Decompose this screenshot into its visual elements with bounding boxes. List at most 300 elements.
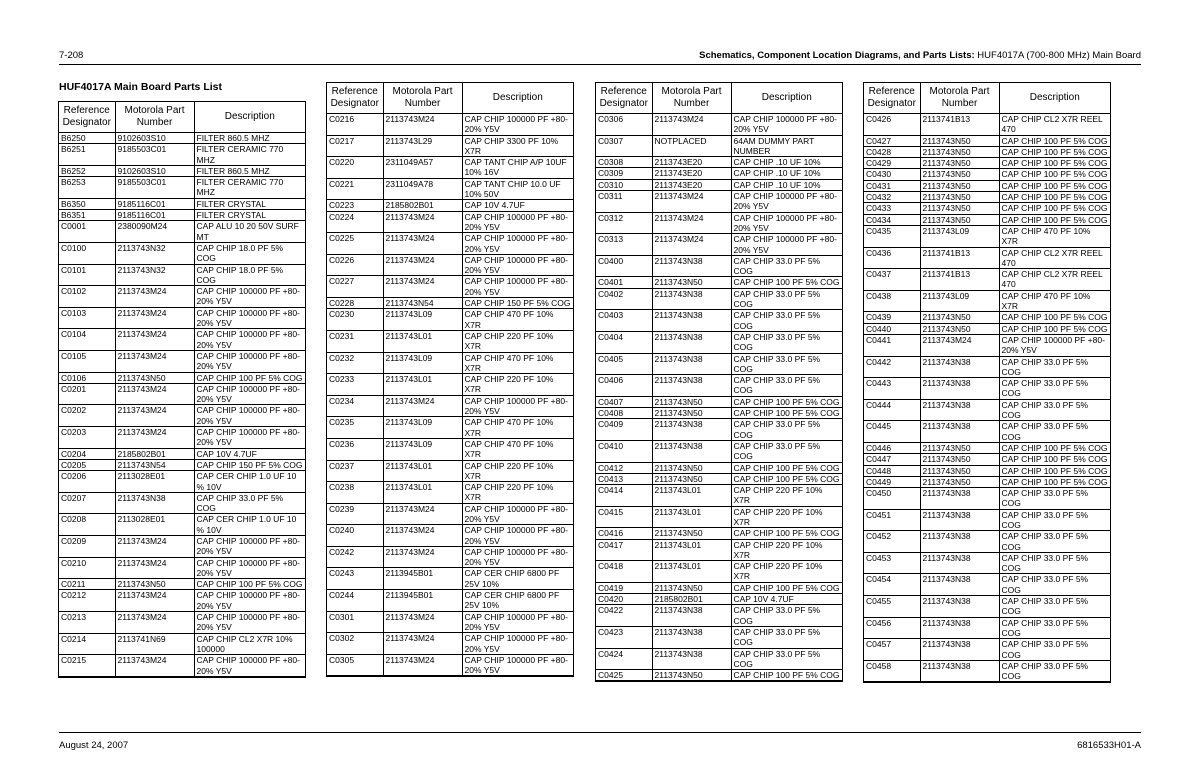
description-cell: CAP CHIP 100 PF 5% COG (999, 454, 1110, 465)
part-number-cell: 2113743M24 (115, 557, 194, 579)
table-row (596, 462, 842, 473)
description-cell: CAP CHIP 100000 PF +80-20% Y5V (462, 525, 573, 547)
reference-designator-cell: C0001 (59, 221, 115, 243)
description-cell: CAP CHIP 100000 PF +80-20% Y5V (194, 655, 305, 677)
part-number-cell: 2113743N50 (920, 158, 999, 169)
table-row (864, 180, 1110, 191)
reference-designator-cell: C0445 (864, 421, 920, 443)
description-cell: CAP CHIP 33.0 PF 5% COG (999, 378, 1110, 400)
description-cell: CAP CHIP 220 PF 10% X7R (462, 374, 573, 396)
parts-table-1 (59, 102, 305, 677)
table-row (327, 309, 573, 331)
col-header-description: Description (462, 83, 573, 114)
part-number-cell: 2113743N50 (652, 462, 731, 473)
reference-designator-cell: C0457 (864, 639, 920, 661)
table-row (327, 298, 573, 309)
table-row (864, 334, 1110, 356)
description-cell: CAP CHIP 100 PF 5% COG (731, 277, 842, 288)
reference-designator-cell: C0433 (864, 203, 920, 214)
reference-designator-cell: C0244 (327, 590, 383, 612)
reference-designator-cell: C0243 (327, 568, 383, 590)
part-number-cell: 2113743L29 (383, 135, 462, 157)
reference-designator-cell: C0308 (596, 157, 652, 168)
description-cell: CAP CHIP 33.0 PF 5% COG (731, 331, 842, 353)
description-cell: CAP ALU 10 20 50V SURF MT (194, 221, 305, 243)
reference-designator-cell: C0413 (596, 473, 652, 484)
description-cell: CAP CHIP 33.0 PF 5% COG (999, 509, 1110, 531)
part-number-cell: 2113743M24 (115, 286, 194, 308)
table-row (327, 352, 573, 374)
description-cell: CAP CHIP 100000 PF +80-20% Y5V (462, 633, 573, 655)
reference-designator-cell: C0455 (864, 596, 920, 618)
table-row (864, 135, 1110, 146)
description-cell: CAP CHIP 33.0 PF 5% COG (999, 574, 1110, 596)
part-number-cell: 2113743E20 (652, 179, 731, 190)
part-number-cell: 2113741N69 (115, 633, 194, 655)
table-row (864, 531, 1110, 553)
running-header-rest: HUF4017A (700-800 MHz) Main Board (974, 50, 1141, 61)
description-cell: CAP CHIP 470 PF 10% X7R (462, 309, 573, 331)
table-row (327, 254, 573, 276)
part-number-cell: 2113743M24 (383, 503, 462, 525)
table-row (327, 611, 573, 633)
reference-designator-cell: C0231 (327, 330, 383, 352)
part-number-cell: 2113743N38 (652, 288, 731, 310)
description-cell: CAP CER CHIP 1.0 UF 10 % 10V (194, 471, 305, 493)
reference-designator-cell: C0232 (327, 352, 383, 374)
reference-designator-cell: C0412 (596, 462, 652, 473)
part-number-cell: 2113743N50 (920, 169, 999, 180)
description-cell: CAP CHIP 100 PF 5% COG (999, 158, 1110, 169)
table-row (596, 331, 842, 353)
description-cell: CAP CHIP 100 PF 5% COG (999, 146, 1110, 157)
part-number-cell: 2113743L01 (652, 539, 731, 561)
reference-designator-cell: C0209 (59, 535, 115, 557)
reference-designator-cell: B6253 (59, 177, 115, 199)
table-row (59, 221, 305, 243)
table-row (864, 465, 1110, 476)
reference-designator-cell: C0419 (596, 582, 652, 593)
part-number-cell: 2113743M24 (383, 654, 462, 676)
reference-designator-cell: C0453 (864, 552, 920, 574)
description-cell: CAP CHIP 100 PF 5% COG (999, 203, 1110, 214)
reference-designator-cell: C0414 (596, 485, 652, 507)
description-cell: CAP CHIP 100 PF 5% COG (999, 442, 1110, 453)
table-row (59, 612, 305, 634)
reference-designator-cell: C0240 (327, 525, 383, 547)
description-cell: CAP CHIP 33.0 PF 5% COG (999, 639, 1110, 661)
table-row (864, 476, 1110, 487)
reference-designator-cell: C0410 (596, 440, 652, 462)
reference-designator-cell: C0301 (327, 611, 383, 633)
table-row (59, 557, 305, 579)
description-cell: CAP 10V 4.7UF (194, 448, 305, 459)
table-row (596, 396, 842, 407)
part-number-cell: 2185802B01 (383, 200, 462, 211)
table-row (327, 460, 573, 482)
table-row (864, 488, 1110, 510)
table-row (596, 277, 842, 288)
description-cell: CAP CHIP 100000 PF +80-20% Y5V (462, 611, 573, 633)
reference-designator-cell: C0423 (596, 626, 652, 648)
part-number-cell: 2113743N38 (652, 331, 731, 353)
part-number-cell: 2113743M24 (383, 525, 462, 547)
table-row (596, 473, 842, 484)
part-number-cell: 2113743N50 (920, 214, 999, 225)
table-row (327, 330, 573, 352)
description-cell: CAP CHIP 150 PF 5% COG (462, 298, 573, 309)
part-number-cell: 2113743N38 (920, 617, 999, 639)
description-cell: CAP CHIP 33.0 PF 5% COG (731, 648, 842, 670)
reference-designator-cell: C0432 (864, 192, 920, 203)
reference-designator-cell: C0434 (864, 214, 920, 225)
reference-designator-cell: C0235 (327, 417, 383, 439)
part-number-cell: 2113743N38 (920, 660, 999, 682)
description-cell: CAP CHIP CL2 X7R 10% 100000 (194, 633, 305, 655)
part-number-cell: 2113743M24 (383, 233, 462, 255)
description-cell: FILTER CRYSTAL (194, 198, 305, 209)
description-cell: CAP CHIP 100 PF 5% COG (999, 214, 1110, 225)
table-row (327, 157, 573, 179)
table-row (596, 528, 842, 539)
reference-designator-cell: B6252 (59, 165, 115, 176)
part-number-cell: 2113743N50 (652, 473, 731, 484)
description-cell: CAP CHIP 100000 PF +80-20% Y5V (194, 612, 305, 634)
reference-designator-cell: C0431 (864, 180, 920, 191)
reference-designator-cell: C0435 (864, 225, 920, 247)
part-number-cell: 2113743M24 (115, 590, 194, 612)
part-number-cell: 2113743N50 (652, 528, 731, 539)
reference-designator-cell: C0217 (327, 135, 383, 157)
table-row (864, 169, 1110, 180)
description-cell: CAP CHIP 100000 PF +80-20% Y5V (462, 233, 573, 255)
table-row (864, 214, 1110, 225)
reference-designator-cell: C0427 (864, 135, 920, 146)
description-cell: CAP CHIP CL2 X7R REEL 470 (999, 247, 1110, 269)
description-cell: CAP CHIP 3300 PF 10% X7R (462, 135, 573, 157)
description-cell: CAP CHIP 100000 PF +80-20% Y5V (462, 654, 573, 676)
reference-designator-cell: C0212 (59, 590, 115, 612)
table-row (596, 135, 842, 157)
table-row (59, 492, 305, 514)
part-number-cell: 2113741B13 (920, 247, 999, 269)
part-number-cell: 2113743M24 (115, 329, 194, 351)
description-cell: CAP CER CHIP 6800 PF 25V 10% (462, 568, 573, 590)
part-number-cell: 2113743N38 (115, 492, 194, 514)
description-cell: CAP CHIP 220 PF 10% X7R (462, 330, 573, 352)
description-cell: CAP CHIP 220 PF 10% X7R (462, 460, 573, 482)
table-row (59, 372, 305, 383)
table-row (596, 375, 842, 397)
description-cell: CAP CHIP CL2 X7R REEL 470 (999, 269, 1110, 291)
part-number-cell: 2113743M24 (383, 276, 462, 298)
reference-designator-cell: C0310 (596, 179, 652, 190)
part-number-cell: 2113743N50 (920, 465, 999, 476)
description-cell: CAP CHIP 100 PF 5% COG (999, 135, 1110, 146)
table-row (864, 247, 1110, 269)
part-number-cell: 2113743N38 (652, 605, 731, 627)
reference-designator-cell: C0450 (864, 488, 920, 510)
reference-designator-cell: C0406 (596, 375, 652, 397)
reference-designator-cell: C0204 (59, 448, 115, 459)
table-row (59, 383, 305, 405)
part-number-cell: 2113743N38 (920, 356, 999, 378)
reference-designator-cell: C0442 (864, 356, 920, 378)
reference-designator-cell: C0456 (864, 617, 920, 639)
reference-designator-cell: C0407 (596, 396, 652, 407)
reference-designator-cell: C0233 (327, 374, 383, 396)
part-number-cell: 2113743L01 (652, 506, 731, 528)
part-number-cell: 2113743L09 (383, 309, 462, 331)
description-cell: CAP CHIP 100000 PF +80-20% Y5V (194, 350, 305, 372)
description-cell: 64AM DUMMY PART NUMBER (731, 135, 842, 157)
description-cell: CAP CHIP 220 PF 10% X7R (731, 561, 842, 583)
footer-date: August 24, 2007 (59, 740, 129, 751)
part-number-cell: 2113743N38 (920, 399, 999, 421)
table-row (596, 594, 842, 605)
reference-designator-cell: C0236 (327, 438, 383, 460)
part-number-cell: 2113945B01 (383, 590, 462, 612)
part-number-cell: 2113743M24 (115, 535, 194, 557)
description-cell: CAP CHIP 18.0 PF 5% COG (194, 264, 305, 286)
reference-designator-cell: B6250 (59, 133, 115, 144)
description-cell: CAP CHIP 470 PF 10% X7R (462, 352, 573, 374)
reference-designator-cell: C0223 (327, 200, 383, 211)
col-header-description: Description (731, 83, 842, 114)
col-header-reference-designator: Reference Designator (327, 83, 383, 114)
table-row (596, 506, 842, 528)
part-number-cell: 2113743N50 (115, 579, 194, 590)
reference-designator-cell: C0208 (59, 514, 115, 536)
table-row (596, 234, 842, 256)
part-number-cell: 2113743N54 (115, 459, 194, 470)
table-row (327, 211, 573, 233)
description-cell: CAP CHIP 100000 PF +80-20% Y5V (731, 234, 842, 256)
table-row (864, 617, 1110, 639)
description-cell: CAP CHIP 33.0 PF 5% COG (999, 617, 1110, 639)
footer-doc-number: 6816533H01-A (1077, 740, 1141, 751)
part-number-cell: 2113743M24 (652, 114, 731, 136)
part-number-cell: 2113743M24 (383, 254, 462, 276)
part-number-cell: 2113743N38 (652, 419, 731, 441)
reference-designator-cell: C0203 (59, 427, 115, 449)
part-number-cell: 2113743L01 (383, 482, 462, 504)
reference-designator-cell: C0415 (596, 506, 652, 528)
description-cell: FILTER CRYSTAL (194, 210, 305, 221)
table-row (864, 312, 1110, 323)
table-row (864, 421, 1110, 443)
part-number-cell: 2113743N38 (652, 648, 731, 670)
part-number-cell: 2113743N50 (920, 146, 999, 157)
description-cell: CAP CHIP 33.0 PF 5% COG (999, 531, 1110, 553)
description-cell: CAP CHIP CL2 X7R REEL 470 (999, 114, 1110, 136)
description-cell: CAP CHIP 100 PF 5% COG (731, 528, 842, 539)
description-cell: CAP CHIP 100 PF 5% COG (999, 192, 1110, 203)
description-cell: CAP CHIP 33.0 PF 5% COG (731, 375, 842, 397)
part-number-cell: 9185503C01 (115, 144, 194, 166)
table-row (327, 200, 573, 211)
part-number-cell: 2113743M24 (383, 633, 462, 655)
description-cell: CAP 10V 4.7UF (462, 200, 573, 211)
description-cell: CAP CHIP .10 UF 10% (731, 157, 842, 168)
description-cell: CAP CHIP 220 PF 10% X7R (462, 482, 573, 504)
part-number-cell: 2113743N50 (652, 277, 731, 288)
description-cell: CAP CHIP 100000 PF +80-20% Y5V (194, 427, 305, 449)
part-number-cell: 2113743N50 (920, 454, 999, 465)
reference-designator-cell: C0424 (596, 648, 652, 670)
reference-designator-cell: C0436 (864, 247, 920, 269)
description-cell: CAP CER CHIP 6800 PF 25V 10% (462, 590, 573, 612)
description-cell: CAP CHIP .10 UF 10% (731, 168, 842, 179)
reference-designator-cell: C0441 (864, 334, 920, 356)
reference-designator-cell: C0312 (596, 212, 652, 234)
reference-designator-cell: C0227 (327, 276, 383, 298)
description-cell: CAP CHIP 100 PF 5% COG (194, 579, 305, 590)
description-cell: CAP CHIP 33.0 PF 5% COG (731, 419, 842, 441)
table-row (327, 135, 573, 157)
table-row (596, 582, 842, 593)
table-row (864, 203, 1110, 214)
table-row (864, 158, 1110, 169)
reference-designator-cell: C0101 (59, 264, 115, 286)
table-row (327, 114, 573, 136)
table-row (864, 442, 1110, 453)
part-number-cell: 2113741B13 (920, 114, 999, 136)
description-cell: CAP CHIP 100 PF 5% COG (731, 582, 842, 593)
table-row (59, 590, 305, 612)
part-number-cell: 2113743N38 (920, 421, 999, 443)
part-number-cell: 2113743M24 (383, 395, 462, 417)
part-number-cell: 2113743N38 (920, 509, 999, 531)
part-number-cell: 2113743M24 (383, 114, 462, 136)
table-row (59, 514, 305, 536)
description-cell: CAP CHIP 100000 PF +80-20% Y5V (194, 405, 305, 427)
part-number-cell: 2113743L01 (383, 374, 462, 396)
reference-designator-cell: C0313 (596, 234, 652, 256)
reference-designator-cell: C0205 (59, 459, 115, 470)
table-row (596, 168, 842, 179)
description-cell: CAP CHIP .10 UF 10% (731, 179, 842, 190)
description-cell: CAP CHIP 33.0 PF 5% COG (999, 596, 1110, 618)
reference-designator-cell: C0234 (327, 395, 383, 417)
table-row (327, 654, 573, 676)
part-number-cell: 2113743L09 (920, 225, 999, 247)
table-row (327, 525, 573, 547)
description-cell: CAP CHIP 100 PF 5% COG (999, 476, 1110, 487)
reference-designator-cell: C0225 (327, 233, 383, 255)
part-number-cell: 2113743M24 (383, 546, 462, 568)
table-row (59, 307, 305, 329)
header-rule (59, 64, 1141, 65)
part-number-cell: 2113743M24 (115, 350, 194, 372)
reference-designator-cell: C0400 (596, 255, 652, 277)
table-row (327, 374, 573, 396)
description-cell: CAP CHIP 100 PF 5% COG (731, 462, 842, 473)
part-number-cell: 2113743N38 (652, 310, 731, 332)
reference-designator-cell: C0451 (864, 509, 920, 531)
page-number: 7-208 (59, 50, 84, 61)
table-row (596, 605, 842, 627)
parts-table-4 (864, 83, 1110, 682)
description-cell: CAP CHIP 33.0 PF 5% COG (999, 660, 1110, 682)
reference-designator-cell: C0206 (59, 471, 115, 493)
reference-designator-cell: C0239 (327, 503, 383, 525)
reference-designator-cell: C0422 (596, 605, 652, 627)
table-row (864, 269, 1110, 291)
description-cell: CAP CHIP 100000 PF +80-20% Y5V (462, 114, 573, 136)
description-cell: CAP CHIP 33.0 PF 5% COG (194, 492, 305, 514)
table-row (596, 310, 842, 332)
description-cell: CAP CHIP 100000 PF +80-20% Y5V (462, 546, 573, 568)
reference-designator-cell: C0416 (596, 528, 652, 539)
part-number-cell: 2113743N38 (652, 255, 731, 277)
table-row (596, 626, 842, 648)
part-number-cell: 2113743N38 (920, 596, 999, 618)
part-number-cell: 2113743M24 (115, 383, 194, 405)
part-number-cell: 2113743N50 (652, 670, 731, 681)
part-number-cell: 2113743N38 (920, 531, 999, 553)
reference-designator-cell: C0408 (596, 408, 652, 419)
part-number-cell: 2113743L01 (652, 485, 731, 507)
reference-designator-cell: C0309 (596, 168, 652, 179)
reference-designator-cell: C0437 (864, 269, 920, 291)
description-cell: CAP CHIP 100000 PF +80-20% Y5V (462, 503, 573, 525)
table-row (596, 255, 842, 277)
table-row (59, 350, 305, 372)
part-number-cell: 9185116C01 (115, 198, 194, 209)
reference-designator-cell: C0302 (327, 633, 383, 655)
reference-designator-cell: C0306 (596, 114, 652, 136)
description-cell: CAP CHIP 100000 PF +80-20% Y5V (462, 276, 573, 298)
running-header-bold: Schematics, Component Location Diagrams, and Parts Lists: (699, 50, 975, 61)
reference-designator-cell: C0438 (864, 290, 920, 312)
part-number-cell: 2113743M24 (652, 234, 731, 256)
table-row (864, 114, 1110, 136)
part-number-cell: 2311049A78 (383, 178, 462, 200)
part-number-cell: 2113743N50 (920, 203, 999, 214)
part-number-cell: 2113743N50 (652, 582, 731, 593)
reference-designator-cell: C0213 (59, 612, 115, 634)
description-cell: CAP CHIP 100000 PF +80-20% Y5V (731, 191, 842, 213)
part-number-cell: 2185802B01 (115, 448, 194, 459)
part-number-cell: 2113743N50 (920, 323, 999, 334)
description-cell: CAP CHIP 33.0 PF 5% COG (731, 255, 842, 277)
description-cell: CAP CHIP 100000 PF +80-20% Y5V (194, 590, 305, 612)
description-cell: CAP CHIP 100000 PF +80-20% Y5V (731, 212, 842, 234)
reference-designator-cell: C0429 (864, 158, 920, 169)
reference-designator-cell: C0230 (327, 309, 383, 331)
description-cell: CAP CHIP 470 PF 10% X7R (999, 225, 1110, 247)
part-number-cell: 2113743L09 (383, 352, 462, 374)
table-row (59, 448, 305, 459)
reference-designator-cell: C0428 (864, 146, 920, 157)
part-number-cell: 2113743N50 (920, 476, 999, 487)
description-cell: CAP CHIP 100000 PF +80-20% Y5V (194, 557, 305, 579)
part-number-cell: 2113743M24 (652, 191, 731, 213)
part-number-cell: 2113743M24 (383, 211, 462, 233)
table-row (596, 191, 842, 213)
part-number-cell: 2113743M24 (115, 427, 194, 449)
table-row (864, 509, 1110, 531)
col-header-reference-designator: Reference Designator (59, 102, 115, 133)
part-number-cell: 2113743N32 (115, 264, 194, 286)
part-number-cell: 2113743N32 (115, 242, 194, 264)
table-row (864, 574, 1110, 596)
description-cell: CAP 10V 4.7UF (731, 594, 842, 605)
description-cell: CAP CHIP 220 PF 10% X7R (731, 506, 842, 528)
table-row (327, 417, 573, 439)
reference-designator-cell: C0449 (864, 476, 920, 487)
